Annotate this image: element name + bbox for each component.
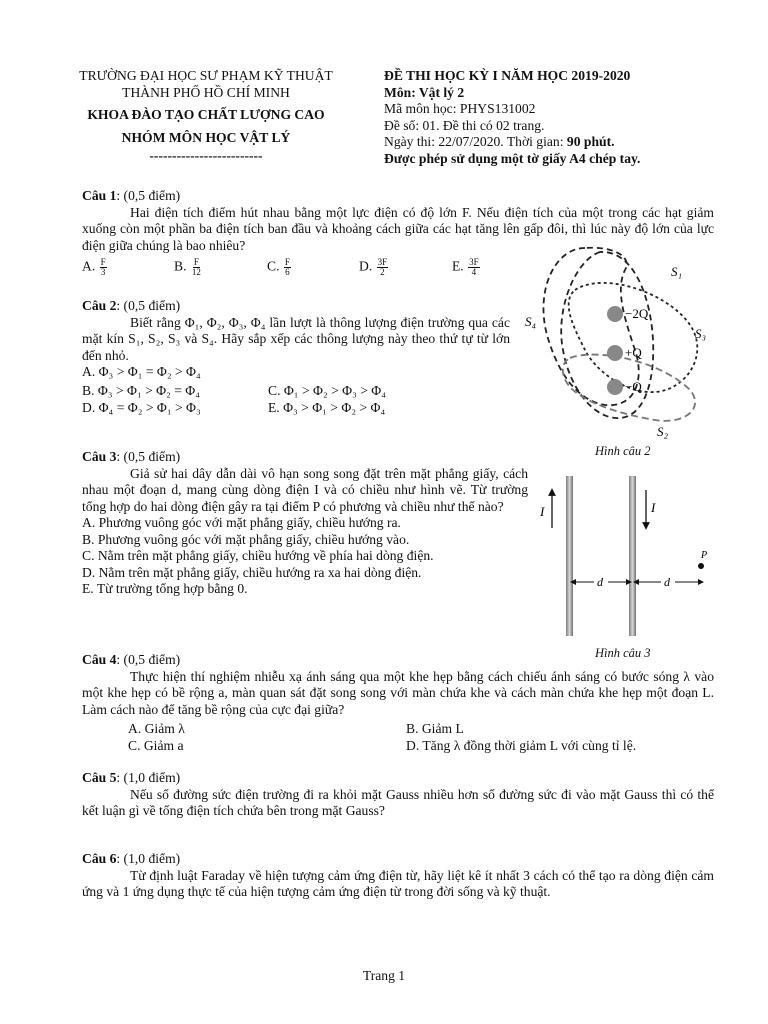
question-label: Câu 4 [82,652,117,667]
question-1-options [82,256,502,286]
question-points: : (1,0 điểm) [116,851,181,866]
school-name-line1: TRƯỜNG ĐẠI HỌC SƯ PHẠM KỸ THUẬT [79,68,333,83]
label-charge-minus-2q: −2Q [625,306,649,321]
q1-option-a: A. $\frac{F}{3}$ [82,257,106,277]
question-3-text: Giả sử hai dây dẫn dài vô hạn song song đặt trên mặt phẳng giấy, cách nhau một đoạn d, mang cùng dòng điện I và có chiều như hình vẽ. Từ trường tổng hợp do hai dòng điện gây ra tại điểm P có phương và chiều như thế nào? [82,465,528,514]
question-4-heading [82,652,714,669]
question-3-heading [82,449,528,466]
wire-right [629,476,636,636]
q1-option-d: D. $\frac{3F}{2}$ [359,257,388,277]
question-6-heading [82,851,714,868]
exam-number: Đề số: 01. Đề thi có 02 trang. [384,117,545,133]
exam-date-line [384,134,724,151]
q3-option-c: C. Nằm trên mặt phẳng giấy, chiều hướng về phía hai dòng điện. [82,548,434,563]
exam-duration: 90 phút. [566,134,615,149]
question-2 [82,298,510,381]
question-3 [82,449,528,598]
label-current-right: I [651,500,656,515]
question-2-text: Biết rằng Φ₁, Φ₂, Φ₃, Φ₄ lần lượt là thông lượng điện trường qua các mặt kín S₁, S₂, S₃ và S₄. Hãy sắp xếp các thông lượng này theo thứ tự từ lớn đến nhỏ. [82,314,510,363]
question-2-heading [82,298,510,315]
label-point-p: P [701,550,708,561]
question-6 [82,851,714,901]
q2-option-b: B. Φ₃ > Φ₁ > Φ₂ = Φ₄ [82,383,200,398]
question-points: : (1,0 điểm) [116,770,181,785]
question-1-heading [82,188,714,205]
question-5-heading [82,770,714,787]
label-distance-1: d [597,575,603,589]
q3-option-d: D. Nằm trên mặt phẳng giấy, chiều hướng ra xa hai dòng điện. [82,564,422,580]
q1-option-c: C. $\frac{F}{6}$ [267,257,290,277]
subject-group: NHÓM MÔN HỌC VẬT LÝ [121,129,291,145]
faculty-name: KHOA ĐÀO TẠO CHẤT LƯỢNG CAO [87,107,325,122]
header-right [384,68,724,167]
question-5-text: Nếu số đường sức điện trường đi ra khỏi mặt Gauss nhiều hơn số đường sức đi vào mặt Gauss thì có thể kết luận gì về tổng điện tích chứa bên trong mặt Gauss? [82,786,714,818]
q2-option-a: A. Φ₃ > Φ₁ = Φ₂ > Φ₄ [82,364,201,379]
figure-q3-caption: Hình câu 3 [595,646,651,660]
question-4-text: Thực hiện thí nghiệm nhiễu xạ ánh sáng qua một khe hẹp bằng cách chiếu ánh sáng có bước sóng λ vào một khe hẹp có bề rộng a, màn quan sát đặt song song với màn chứa khe và cách màn chứa khe hẹp một đoạn L. Làm cách nào để tăng bề rộng của cực đại giữa? [82,668,714,717]
point-p [698,563,704,569]
q3-option-a: A. Phương vuông góc với mặt phẳng giấy, chiều hướng ra. [82,515,401,530]
q2-option-e: E. Φ₃ > Φ₁ > Φ₂ > Φ₄ [268,400,386,415]
question-label: Câu 3 [82,449,117,464]
question-6-text: Từ định luật Faraday về hiện tượng cảm ứng điện từ, hãy liệt kê ít nhất 3 cách có thể tạo ra dòng điện cảm ứng và 1 ứng dụng thực tế của hiện tượng cảm ứng điện từ trong đời sống và kỹ thuật. [82,867,714,899]
question-1-text: Hai điện tích điểm hút nhau bằng một lực điện có độ lớn F. Nếu điện tích của một trong các hạt giảm xuống còn một phần ba điện tích ban đầu và khoảng cách giữa các hạt tăng lên gấp đôi, thì lúc này độ lớn của lực điện giữa chúng là bao nhiêu? [82,204,714,253]
question-points: : (0,5 điểm) [116,449,181,464]
label-charge-plus-q: +Q [625,345,642,360]
course-code: Mã môn học: PHYS131002 [384,101,536,116]
q4-option-d: D. Tăng λ đồng thời giảm L với cùng tỉ lệ. [406,738,637,753]
exam-date: Ngày thi: 22/07/2020. Thời gian: [384,134,567,149]
label-s2: S₂ [657,424,669,439]
q4-option-b: B. Giảm L [406,721,464,736]
charge-plus-q [607,345,623,361]
page-number: Trang 1 [362,968,406,983]
charge-minus-q [607,379,623,395]
exam-allowance: Được phép sử dụng một tờ giấy A4 chép tay. [384,150,641,166]
surface-s3-outline [569,283,698,392]
question-label: Câu 1 [82,188,117,203]
question-points: : (0,5 điểm) [116,298,181,313]
question-points: : (0,5 điểm) [116,652,181,667]
label-charge-minus-q: −Q [625,379,642,394]
q3-option-b: B. Phương vuông góc với mặt phẳng giấy, chiều hướng vào. [82,531,410,547]
label-current-left: I [540,504,545,519]
subject-name: Môn: Vật lý 2 [384,84,465,100]
school-name-line2: THÀNH PHỐ HỒ CHÍ MINH [122,84,290,100]
q1-option-e: E. $\frac{3F}{4}$ [452,257,479,277]
question-4 [82,652,714,718]
q2-option-c: C. Φ₁ > Φ₂ > Φ₃ > Φ₄ [268,383,386,398]
label-distance-2: d [664,575,670,589]
label-s1: S₁ [671,264,683,279]
charge-minus-2q [607,306,623,322]
label-s3: S₃ [695,326,707,341]
label-s4: S₄ [525,314,537,329]
q1-option-b: B. $\frac{F}{12}$ [174,257,201,277]
q4-option-a: A. Giảm λ [128,721,185,736]
figure-q3-parallel-wires [533,470,723,640]
question-points: : (0,5 điểm) [116,188,181,203]
header-left [70,68,342,165]
q4-option-c: C. Giảm a [128,738,184,753]
question-label: Câu 6 [82,851,117,866]
question-label: Câu 5 [82,770,117,785]
figure-q2-gauss-surfaces [515,240,725,446]
q3-option-e: E. Từ trường tổng hợp bằng 0. [82,581,248,596]
figure-q2-caption: Hình câu 2 [595,444,651,458]
wire-left [566,476,573,636]
header-divider: ------------------------- [149,148,263,163]
exam-title: ĐỀ THI HỌC KỲ I NĂM HỌC 2019-2020 [384,68,631,83]
question-label: Câu 2 [82,298,117,313]
question-5 [82,770,714,820]
q2-option-d: D. Φ₄ = Φ₂ > Φ₁ > Φ₃ [82,400,201,415]
